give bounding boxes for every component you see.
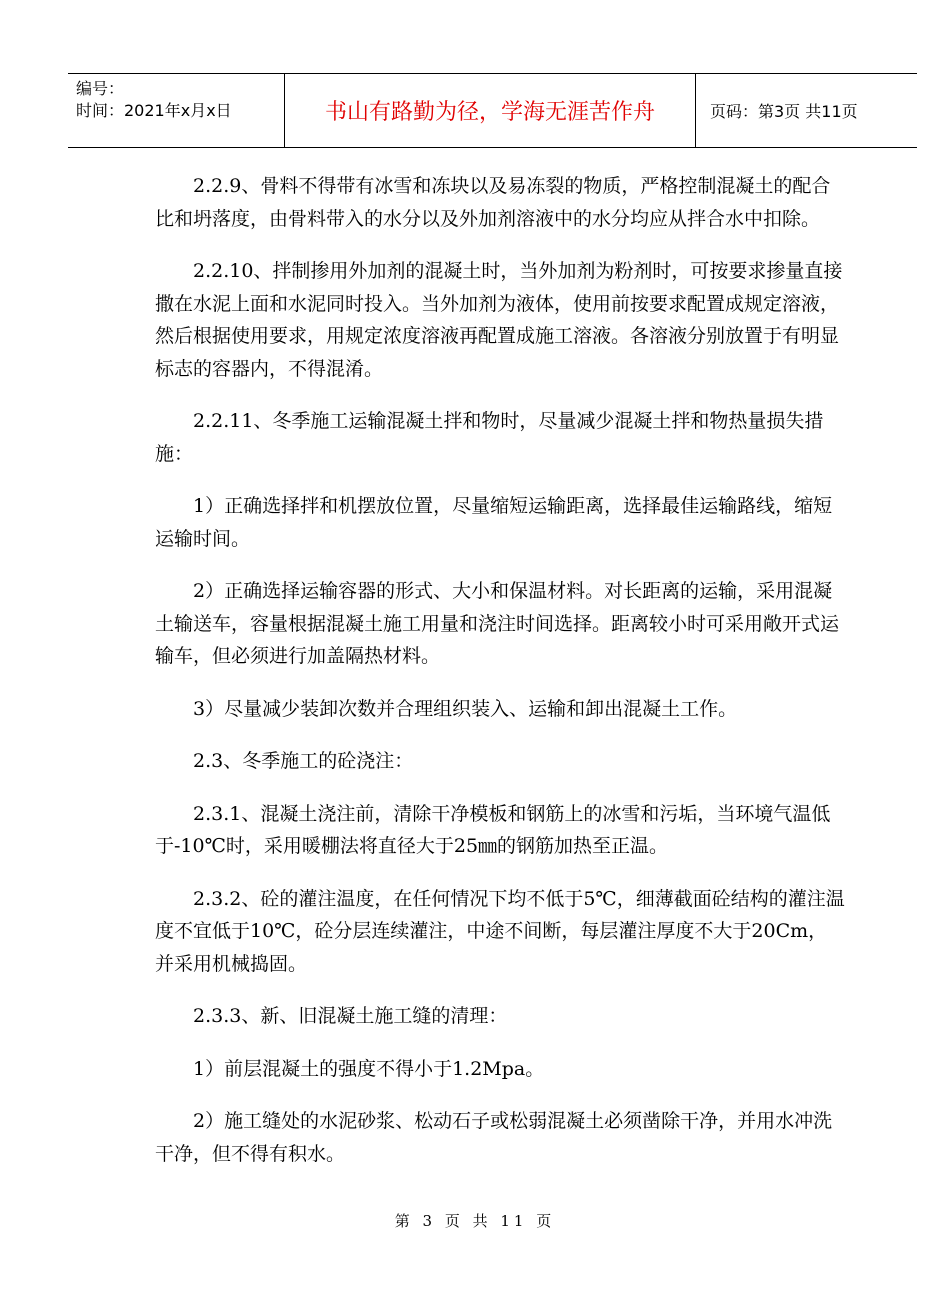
time-label: 时间：2021年x月x日 xyxy=(76,101,232,120)
page-header xyxy=(68,73,917,148)
paragraph: 2.2.10、拌制掺用外加剂的混凝土时，当外加剂为粉剂时，可按要求掺量直接撒在水泥上面和水泥同时投入。当外加剂为液体，使用前按要求配置成规定溶液，然后根据使用要求，用规定浓度溶液再配置成施工溶液。各溶液分别放置于有明显标志的容器内，不得混淆。 xyxy=(155,260,843,380)
paragraph: 1）前层混凝土的强度不得小于1.2Mpa。 xyxy=(193,1057,545,1080)
paragraph: 2.3.3、新、旧混凝土施工缝的清理： xyxy=(193,1005,508,1027)
code-label: 编号： xyxy=(76,79,125,98)
paragraph: 2.3.1、混凝土浇注前，清除干净模板和钢筋上的冰雪和污垢，当环境气温低于-10℃时，采用暖棚法将直径大于25㎜的钢筋加热至正温。 xyxy=(155,802,831,857)
paragraph: 2.2.9、骨料不得带有冰雪和冻块以及易冻裂的物质，严格控制混凝土的配合比和坍落度，由骨料带入的水分以及外加剂溶液中的水分均应从拌合水中扣除。 xyxy=(155,175,831,230)
paragraph: 2.3.2、砼的灌注温度，在任何情况下均不低于5℃，细薄截面砼结构的灌注温度不宜低于10℃，砼分层连续灌注，中途不间断，每层灌注厚度不大于20Cm，并采用机械捣固。 xyxy=(155,887,845,975)
header-page-info: 页码：第3页 共11页 xyxy=(710,102,858,121)
paragraph: 2）施工缝处的水泥砂浆、松动石子或松弱混凝土必须凿除干净，并用水冲洗干净，但不得有积水。 xyxy=(155,1110,833,1165)
document-body xyxy=(155,170,845,1190)
paragraph: 3）尽量减少装卸次数并合理组织装入、运输和卸出混凝土工作。 xyxy=(193,697,738,720)
footer-page-number: 第 3 页 共 11 页 xyxy=(394,1212,556,1230)
paragraph: 2.3、冬季施工的砼浇注： xyxy=(193,750,414,772)
header-motto: 书山有路勤为径，学海无涯苦作舟 xyxy=(284,74,696,147)
paragraph: 1）正确选择拌和机摆放位置，尽量缩短运输距离，选择最佳运输路线，缩短运输时间。 xyxy=(155,495,833,550)
paragraph: 2.2.11、冬季施工运输混凝土拌和物时，尽量减少混凝土拌和物热量损失措施： xyxy=(155,410,824,465)
paragraph: 2）正确选择运输容器的形式、大小和保温材料。对长距离的运输，采用混凝土输送车，容量根据混凝土施工用量和浇注时间选择。距离较小时可采用敞开式运输车，但必须进行加盖隔热材料。 xyxy=(155,580,840,667)
page-footer xyxy=(0,1210,950,1231)
header-meta xyxy=(68,74,284,147)
